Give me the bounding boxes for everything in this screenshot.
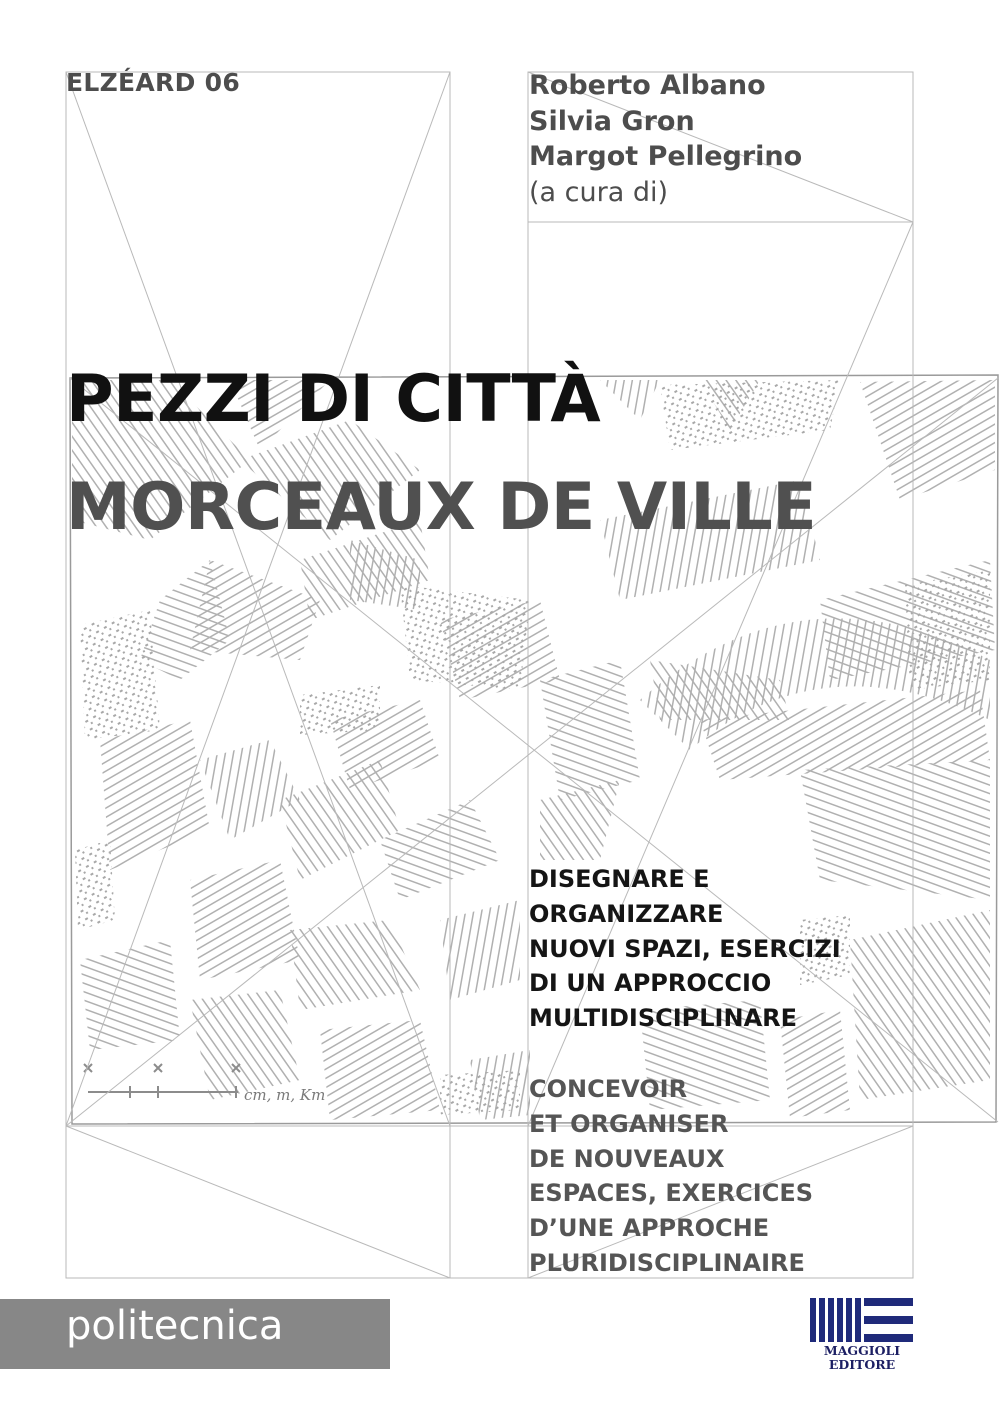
collection-label: politecnica xyxy=(66,1303,284,1349)
editor-name: Roberto Albano xyxy=(529,70,766,101)
subtitle-line: ET ORGANISER xyxy=(529,1109,729,1138)
subtitle-french xyxy=(529,1072,813,1281)
subtitle-line: DISEGNARE E xyxy=(529,865,710,893)
series-label: ELZÉARD 06 xyxy=(66,68,241,97)
scale-bar-label: cm, m, Km xyxy=(244,1086,326,1104)
editor-name: Margot Pellegrino xyxy=(529,141,803,172)
subtitle-line: CONCEVOIR xyxy=(529,1075,688,1103)
publisher-name: MAGGIOLI xyxy=(823,1343,901,1358)
publisher-suffix: EDITORE xyxy=(828,1357,896,1372)
subtitle-line: D’UNE APPROCHE xyxy=(529,1214,770,1243)
title-french: MORCEAUX DE VILLE xyxy=(66,470,817,545)
subtitle-line: NUOVI SPAZI, ESERCIZI xyxy=(529,934,841,963)
subtitle-line: PLURIDISCIPLINAIRE xyxy=(529,1248,805,1277)
subtitle-line: DE NOUVEAUX xyxy=(529,1144,725,1173)
editors-note: (a cura di) xyxy=(529,176,669,208)
subtitle-italian xyxy=(529,862,841,1036)
publisher-logo xyxy=(806,1298,918,1372)
editor-name: Silvia Gron xyxy=(529,105,695,137)
subtitle-line: ESPACES, EXERCICES xyxy=(529,1179,814,1208)
publisher-mark-icon xyxy=(810,1298,913,1342)
subtitle-line: DI UN APPROCCIO xyxy=(529,969,772,998)
subtitle-line: MULTIDISCIPLINARE xyxy=(529,1004,798,1033)
editors-block xyxy=(529,68,802,210)
title-italian: PEZZI DI CITTÀ xyxy=(66,362,601,437)
subtitle-line: ORGANIZZARE xyxy=(529,899,724,928)
